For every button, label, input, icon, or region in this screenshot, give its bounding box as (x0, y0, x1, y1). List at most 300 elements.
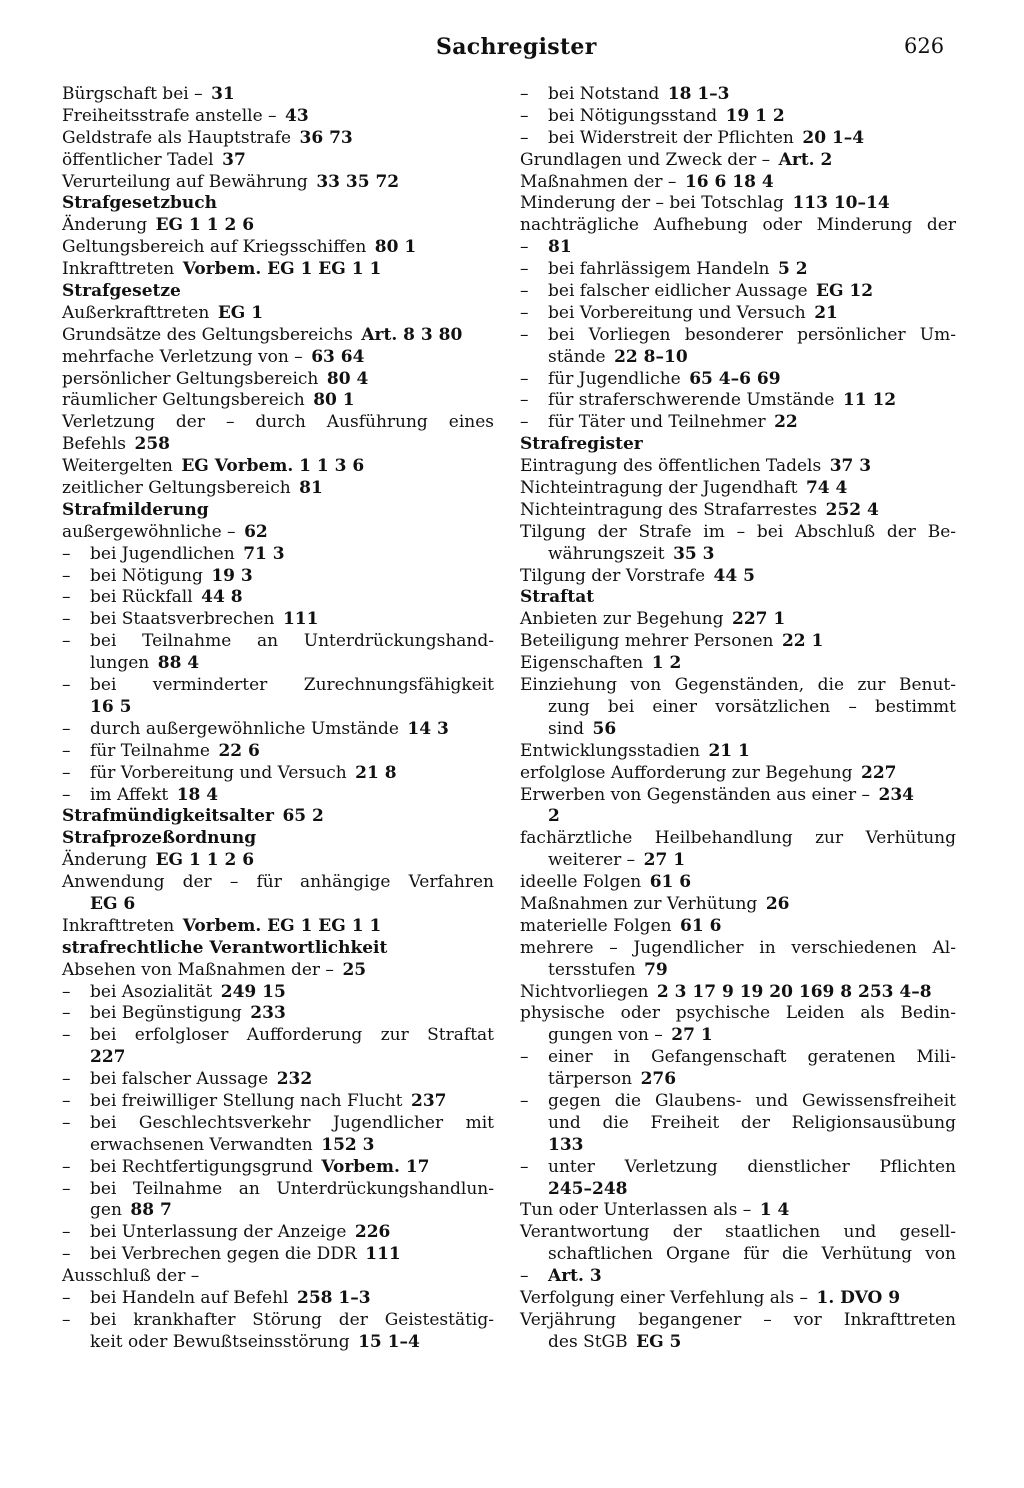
index-entry (520, 719, 956, 741)
entry-text: Verantwortung der staatlichen und gesell- (520, 1222, 956, 1243)
index-entry (62, 675, 494, 697)
entry-reference: 111 (365, 1244, 401, 1265)
index-entry (62, 347, 494, 369)
entry-reference: 113 10–14 (792, 193, 890, 214)
entry-text: bei falscher Aussage (90, 1069, 269, 1090)
entry-reference: Art. 8 3 80 (361, 324, 463, 345)
index-heading (520, 587, 956, 609)
index-entry (520, 1266, 956, 1288)
index-entry (62, 1003, 494, 1025)
index-entry (520, 1047, 956, 1069)
index-entry (520, 916, 956, 938)
index-entry (62, 478, 494, 500)
entry-text: bei falscher eidlicher Aussage (548, 281, 808, 302)
index-entry (520, 237, 956, 259)
entry-text: mehrere – Jugendlicher in verschiedenen Al- (520, 937, 956, 958)
entry-reference: 258 1–3 (297, 1287, 371, 1308)
entry-text: Einziehung von Gegenständen, die zur Benut- (520, 675, 956, 696)
entry-text: Außerkrafttreten (62, 302, 210, 323)
entry-text: Erwerben von Gegenständen aus einer – (520, 784, 870, 805)
index-heading (62, 806, 494, 828)
index-entry (62, 303, 494, 325)
entry-text: bei Nötigung (90, 565, 203, 586)
entry-reference: 37 (222, 149, 246, 170)
entry-text: Inkrafttreten (62, 915, 175, 936)
entry-reference: 18 4 (176, 784, 219, 805)
entry-text: fachärztliche Heilbehandlung zur Verhütung (520, 828, 956, 849)
index-entry (520, 150, 956, 172)
entry-text: bei Rechtfertigungsgrund (90, 1156, 313, 1177)
index-entry (520, 894, 956, 916)
entry-text: gen (90, 1200, 122, 1221)
entry-text: weiterer – (548, 850, 636, 871)
entry-reference: 20 1–4 (802, 127, 865, 148)
index-entry (520, 128, 956, 150)
index-entry (62, 1332, 494, 1354)
index-entry (62, 1288, 494, 1310)
entry-text: Anwendung der – für anhängige Verfahren (62, 872, 494, 893)
index-heading (520, 434, 956, 456)
entry-reference: EG 1 (217, 302, 264, 323)
entry-text: bei Handeln auf Befehl (90, 1287, 289, 1308)
entry-reference: 14 3 (407, 718, 449, 739)
index-entry (62, 653, 494, 675)
index-entry (520, 500, 956, 522)
entry-text: bei Rückfall (90, 587, 193, 608)
index-entry (62, 1113, 494, 1135)
entry-text: für Vorbereitung und Versuch (90, 762, 347, 783)
entry-reference: 22 8–10 (614, 346, 688, 367)
index-entry (520, 675, 956, 697)
entry-text: keit oder Bewußtseinsstörung (90, 1331, 350, 1352)
index-entry (62, 587, 494, 609)
entry-reference: Vorbem. EG 1 EG 1 1 (182, 259, 382, 280)
index-entry (520, 828, 956, 850)
entry-text: stände (548, 346, 606, 367)
entry-reference: 133 (548, 1134, 584, 1155)
entry-reference: 44 5 (713, 565, 755, 586)
entry-text: gegen die Glaubens- und Gewissensfreiheit (548, 1090, 956, 1111)
index-entry (520, 566, 956, 588)
entry-reference: 79 (644, 959, 668, 980)
entry-reference: 258 (134, 434, 171, 455)
index-entry (62, 1222, 494, 1244)
entry-text: bei verminderter Zurechnungsfähigkeit (90, 675, 494, 696)
entry-text: Minderung der – bei Totschlag (520, 193, 784, 214)
page-header (0, 30, 1024, 64)
index-entry (62, 1200, 494, 1222)
index-entry (62, 237, 494, 259)
index-entry (520, 215, 956, 237)
index-entry (520, 390, 956, 412)
index-heading (62, 500, 494, 522)
entry-text: zeitlicher Geltungsbereich (62, 478, 291, 499)
entry-reference: 62 (244, 521, 268, 542)
index-entry (520, 478, 956, 500)
entry-text: Verfolgung einer Verfehlung als – (520, 1287, 808, 1308)
entry-text: nachträgliche Aufhebung oder Minderung der (520, 215, 956, 236)
index-entry (520, 763, 956, 785)
entry-text: des StGB (548, 1331, 628, 1352)
index-entry (520, 1332, 956, 1354)
entry-text: bei Geschlechtsverkehr Jugendlicher mit (90, 1112, 494, 1133)
entry-text: Befehls (62, 434, 127, 455)
entry-reference: 63 64 (311, 346, 365, 367)
index-entry (520, 522, 956, 544)
entry-reference: 1 2 (651, 653, 682, 674)
index-entry (62, 325, 494, 347)
entry-text: Tilgung der Vorstrafe (520, 565, 705, 586)
index-entry (62, 1091, 494, 1113)
index-entry (62, 1266, 494, 1288)
entry-reference: 227 (90, 1047, 126, 1068)
entry-text: Bürgschaft bei – (62, 84, 203, 104)
entry-text: Nichtvorliegen (520, 981, 649, 1002)
entry-text: bei Vorliegen besonderer persönlicher Um- (548, 324, 956, 345)
entry-reference: 226 (354, 1222, 391, 1243)
index-entry (520, 303, 956, 325)
entry-reference: Vorbem. EG 1 EG 1 1 (182, 915, 382, 936)
index-entry (520, 741, 956, 763)
entry-text: tersstufen (548, 959, 636, 980)
entry-reference: 71 3 (243, 543, 285, 564)
index-entry (520, 1157, 956, 1179)
entry-reference: 249 15 (220, 981, 286, 1002)
index-entry (520, 653, 956, 675)
index-entry (62, 850, 494, 872)
entry-reference: 11 12 (842, 390, 897, 411)
index-entry (62, 434, 494, 456)
index-entry (62, 1179, 494, 1201)
entry-text: für Jugendliche (548, 368, 681, 389)
entry-text: Tilgung der Strafe im – bei Abschluß der Be- (520, 521, 956, 542)
index-entry (62, 916, 494, 938)
index-entry (520, 172, 956, 194)
index-entry (62, 456, 494, 478)
entry-reference: 21 1 (708, 740, 750, 761)
entry-text: Grundsätze des Geltungsbereichs (62, 324, 353, 345)
entry-reference: 88 4 (157, 653, 200, 674)
entry-text: Strafmilderung (62, 499, 209, 520)
entry-reference: 111 (282, 609, 319, 630)
index-entry (62, 763, 494, 785)
entry-text: Strafregister (520, 434, 643, 455)
entry-reference: EG 5 (636, 1331, 682, 1352)
index-entry (62, 106, 494, 128)
index-entry (520, 412, 956, 434)
index-entry (520, 456, 956, 478)
entry-text: zung bei einer vorsätzlichen – bestimmt (548, 696, 956, 717)
entry-reference: 44 8 (201, 587, 243, 608)
index-entry (62, 872, 494, 894)
entry-text: durch außergewöhnliche Umstände (90, 718, 399, 739)
entry-text: mehrfache Verletzung von – (62, 346, 303, 367)
index-entry (62, 719, 494, 741)
entry-text: außergewöhnliche – (62, 521, 236, 542)
index-entry (520, 1025, 956, 1047)
index-entry (62, 259, 494, 281)
entry-text: bei Notstand (548, 84, 660, 104)
entry-reference: EG 12 (816, 281, 874, 302)
entry-reference: 27 1 (643, 850, 686, 871)
entry-text: Änderung (62, 850, 148, 871)
index-column-left (62, 84, 494, 1354)
entry-text: für straferschwerende Umstände (548, 390, 835, 411)
entry-reference: 19 3 (211, 565, 253, 586)
index-heading (62, 281, 494, 303)
entry-reference: 80 1 (374, 237, 417, 258)
entry-reference: 21 (814, 302, 838, 323)
index-entry (520, 806, 956, 828)
entry-text: Eintragung des öffentlichen Tadels (520, 456, 822, 477)
index-entry (62, 631, 494, 653)
entry-reference: 22 6 (218, 740, 260, 761)
entry-text: bei krankhafter Störung der Geistestätig- (90, 1309, 494, 1330)
index-entry (62, 741, 494, 763)
index-entry (520, 281, 956, 303)
index-entry (62, 412, 494, 434)
index-entry (62, 960, 494, 982)
index-entry (520, 106, 956, 128)
entry-text: bei Teilnahme an Unterdrückungshandlun- (90, 1178, 494, 1199)
entry-text: räumlicher Geltungsbereich (62, 390, 305, 411)
entry-reference: 21 8 (355, 762, 397, 783)
entry-reference: 31 (211, 84, 235, 104)
entry-text: bei Staatsverbrechen (90, 609, 275, 630)
entry-reference: 276 (640, 1069, 677, 1090)
entry-text: Grundlagen und Zweck der – (520, 149, 771, 170)
index-heading (62, 828, 494, 850)
entry-text: Straftat (520, 587, 595, 608)
entry-reference: 22 1 (781, 631, 824, 652)
entry-text: physische oder psychische Leiden als Bedin- (520, 1003, 956, 1024)
index-entry (520, 960, 956, 982)
index-entry (62, 697, 494, 719)
entry-text: Verletzung der – durch Ausführung eines (62, 412, 494, 433)
entry-text: Geltungsbereich auf Kriegsschiffen (62, 237, 367, 258)
index-column-right (520, 84, 956, 1354)
index-entry (62, 390, 494, 412)
entry-text: Entwicklungsstadien (520, 740, 700, 761)
entry-text: materielle Folgen (520, 915, 672, 936)
entry-reference: 43 (285, 105, 309, 126)
index-entry (520, 369, 956, 391)
index-entry (520, 1222, 956, 1244)
entry-reference: EG 1 1 2 6 (155, 850, 255, 871)
entry-reference: 233 (250, 1003, 286, 1024)
entry-text: bei freiwilliger Stellung nach Flucht (90, 1090, 403, 1111)
index-entry (62, 1310, 494, 1332)
index-entry (520, 1244, 956, 1266)
entry-reference: 227 (860, 762, 897, 783)
entry-text: währungszeit (548, 543, 665, 564)
entry-text: Strafgesetze (62, 281, 181, 302)
index-entry (520, 1288, 956, 1310)
entry-text: bei Verbrechen gegen die DDR (90, 1244, 357, 1265)
entry-reference: 1 4 (759, 1200, 790, 1221)
entry-text: bei Nötigungsstand (548, 105, 718, 126)
entry-text: persönlicher Geltungsbereich (62, 368, 319, 389)
entry-text: gungen von – (548, 1025, 663, 1046)
entry-text: bei Begünstigung (90, 1003, 242, 1024)
index-entry (62, 785, 494, 807)
entry-reference: 227 1 (732, 609, 786, 630)
index-entry (62, 1157, 494, 1179)
entry-reference: 25 (342, 959, 367, 980)
entry-text: Ausschluß der – (62, 1266, 200, 1287)
index-entry (520, 785, 956, 807)
index-entry (520, 938, 956, 960)
index-entry (520, 609, 956, 631)
entry-reference: EG 1 1 2 6 (155, 215, 255, 236)
index-entry (62, 609, 494, 631)
entry-text: Strafgesetzbuch (62, 193, 217, 214)
entry-text: Absehen von Maßnahmen der – (62, 959, 334, 980)
index-entry (520, 347, 956, 369)
entry-reference: 80 4 (326, 368, 369, 389)
page-number: 626 (904, 34, 945, 58)
entry-reference: 80 1 (313, 390, 355, 411)
entry-reference: 81 (548, 237, 572, 258)
entry-text: erfolglose Aufforderung zur Begehung (520, 762, 853, 783)
entry-reference: 37 3 (829, 456, 872, 477)
entry-reference: 2 (548, 806, 560, 827)
page-title: Sachregister (436, 34, 597, 60)
entry-reference: 65 2 (282, 806, 324, 827)
entry-reference: 61 6 (680, 915, 722, 936)
entry-reference: 27 1 (671, 1025, 713, 1046)
entry-text: für Täter und Teilnehmer (548, 412, 766, 433)
entry-reference: EG Vorbem. 1 1 3 6 (181, 456, 365, 477)
entry-text: Anbieten zur Begehung (520, 609, 724, 630)
index-entry (520, 1069, 956, 1091)
entry-text: bei fahrlässigem Handeln (548, 259, 770, 280)
entry-reference: 152 3 (321, 1134, 375, 1155)
index-entry (62, 215, 494, 237)
index-heading (62, 938, 494, 960)
index-entry (62, 369, 494, 391)
entry-text: Eigenschaften (520, 653, 644, 674)
entry-reference: 237 (411, 1090, 447, 1111)
entry-reference: 65 4–6 69 (689, 368, 781, 389)
entry-text: sind (548, 718, 584, 739)
index-entry (520, 193, 956, 215)
entry-text: unter Verletzung dienstlicher Pflichten (548, 1156, 956, 1177)
index-entry (520, 697, 956, 719)
index-entry (62, 566, 494, 588)
entry-reference: 15 1–4 (358, 1331, 420, 1352)
entry-text: Verurteilung auf Bewährung (62, 171, 308, 192)
index-entry (62, 1069, 494, 1091)
entry-reference: EG 6 (90, 893, 136, 914)
entry-text: für Teilnahme (90, 740, 210, 761)
entry-reference: Art. 3 (548, 1266, 602, 1287)
entry-text: erwachsenen Verwandten (90, 1134, 313, 1155)
index-entry (62, 1025, 494, 1047)
entry-text: lungen (90, 653, 150, 674)
index-entry (520, 84, 956, 106)
entry-text: Tun oder Unterlassen als – (520, 1200, 752, 1221)
index-entry (520, 259, 956, 281)
entry-reference: 18 1–3 (667, 84, 730, 104)
index-entry (520, 982, 956, 1004)
entry-reference: 22 (774, 412, 798, 433)
index-entry (520, 850, 956, 872)
entry-reference: 252 4 (825, 499, 879, 520)
entry-text: ideelle Folgen (520, 872, 642, 893)
entry-text: öffentlicher Tadel (62, 149, 214, 170)
index-entry (520, 1310, 956, 1332)
entry-text: Weitergelten (62, 456, 173, 477)
entry-reference: 16 5 (90, 696, 132, 717)
entry-reference: 81 (299, 478, 323, 499)
entry-reference: 33 35 72 (316, 171, 400, 192)
entry-text: Freiheitsstrafe anstelle – (62, 105, 277, 126)
index-entry (62, 544, 494, 566)
entry-text: bei Jugendlichen (90, 543, 235, 564)
index-entry (62, 150, 494, 172)
entry-reference: 74 4 (805, 478, 848, 499)
index-entry (520, 631, 956, 653)
entry-reference: 26 (765, 893, 790, 914)
entry-reference: 56 (592, 718, 617, 739)
entry-reference: 1. DVO 9 (816, 1287, 901, 1308)
entry-reference: 16 6 18 4 (684, 171, 774, 192)
entry-text: Änderung (62, 215, 148, 236)
entry-text: Strafmündigkeitsalter (62, 806, 274, 827)
entry-text: Beteiligung mehrer Personen (520, 631, 774, 652)
entry-text: Nichteintragung des Strafarrestes (520, 499, 818, 520)
entry-text: Nichteintragung der Jugendhaft (520, 478, 798, 499)
index-entry (520, 1200, 956, 1222)
index-entry (62, 128, 494, 150)
entry-reference: 234 (878, 784, 914, 805)
entry-text: im Affekt (90, 784, 169, 805)
entry-text: bei Unterlassung der Anzeige (90, 1222, 347, 1243)
entry-text: und die Freiheit der Religionsausübung (548, 1112, 956, 1133)
entry-text: Strafprozeßordnung (62, 828, 257, 849)
index-entry (62, 1047, 494, 1069)
entry-reference: 19 1 2 (725, 105, 785, 126)
index-entry (62, 172, 494, 194)
index-entry (62, 522, 494, 544)
entry-reference: Vorbem. 17 (321, 1156, 430, 1177)
entry-reference: Art. 2 (778, 149, 833, 170)
index-entry (62, 84, 494, 106)
index-entry (520, 1135, 956, 1157)
entry-text: strafrechtliche Verantwortlichkeit (62, 937, 388, 958)
entry-text: bei Teilnahme an Unterdrückungshand- (90, 631, 494, 652)
index-entry (520, 1113, 956, 1135)
entry-text: Geldstrafe als Hauptstrafe (62, 127, 292, 148)
index-entry (520, 872, 956, 894)
entry-reference: 61 6 (649, 872, 692, 893)
index-entry (520, 325, 956, 347)
entry-reference: 88 7 (130, 1200, 172, 1221)
entry-text: bei erfolgloser Aufforderung zur Straftat (90, 1025, 494, 1046)
entry-text: bei Widerstreit der Pflichten (548, 127, 794, 148)
entry-reference: 245–248 (548, 1178, 628, 1199)
index-entry (520, 1091, 956, 1113)
entry-reference: 36 73 (299, 127, 353, 148)
entry-text: bei Asozialität (90, 981, 213, 1002)
index-entry (62, 1244, 494, 1266)
index-entry (62, 982, 494, 1004)
entry-text: einer in Gefangenschaft geratenen Mili- (548, 1047, 956, 1068)
entry-text: Inkrafttreten (62, 259, 175, 280)
entry-reference: 5 2 (777, 259, 808, 280)
index-entry (520, 1003, 956, 1025)
